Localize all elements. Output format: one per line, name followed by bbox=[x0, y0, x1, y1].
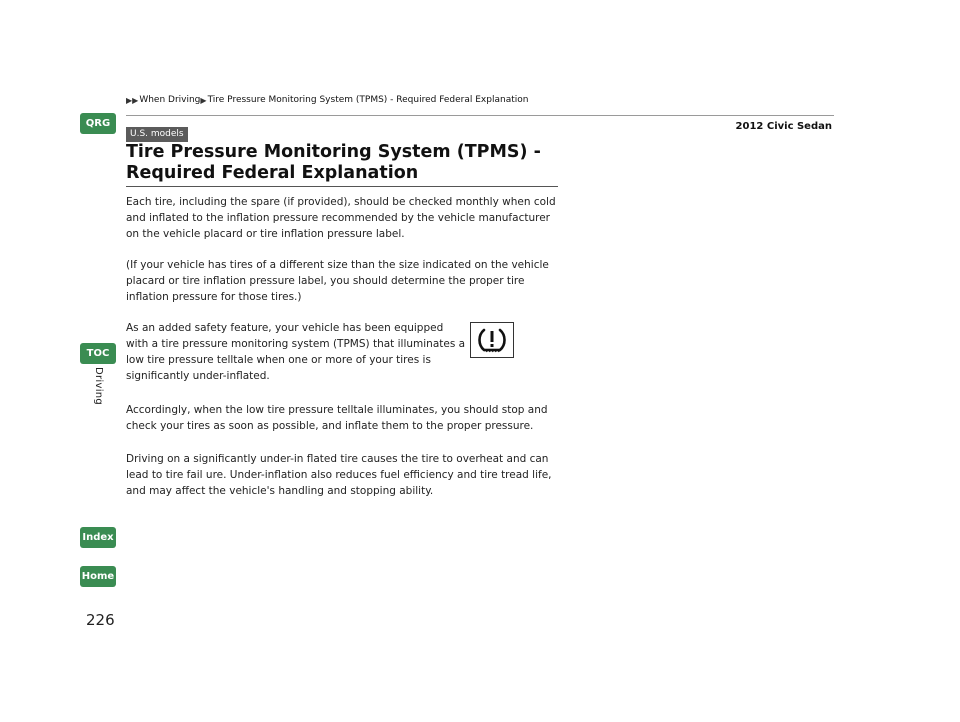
index-tab[interactable]: Index bbox=[80, 527, 116, 548]
toc-tab[interactable]: TOC bbox=[80, 343, 116, 364]
section-label: Driving bbox=[93, 367, 104, 406]
home-tab[interactable]: Home bbox=[80, 566, 116, 587]
page-number: 226 bbox=[86, 611, 115, 629]
qrg-tab[interactable]: QRG bbox=[80, 113, 116, 134]
breadcrumb-arrow-icon: ▶▶ bbox=[126, 95, 139, 105]
breadcrumb-item-current: Tire Pressure Monitoring System (TPMS) - Required Federal Explanation bbox=[207, 95, 529, 105]
low-tire-pressure-icon-graphic bbox=[475, 326, 509, 354]
paragraph-monthly-check: Each tire, including the spare (if provided), should be checked monthly when cold and inflated to the inflation pressure recommended by the vehicle manufacturer on the vehicle placard or tire inflation pressure label. bbox=[126, 196, 556, 240]
breadcrumb-item-when-driving[interactable]: When Driving bbox=[139, 95, 201, 105]
breadcrumb-arrow-icon: ▶ bbox=[200, 95, 207, 105]
paragraph-different-size: (If your vehicle has tires of a different size than the size indicated on the vehicle placard or tire inflation pressure label, you should determine the proper tire inflation pressure for those tires.) bbox=[126, 259, 549, 303]
paragraph-tpms-feature: As an added safety feature, your vehicle has been equipped with a tire pressure monitoring system (TPMS) that illuminates a low tire pressure telltale when one or more of your tires is significantly under-inflated. bbox=[126, 322, 466, 382]
model-name: 2012 Civic Sedan bbox=[735, 121, 832, 132]
title-rule bbox=[126, 186, 558, 187]
breadcrumb bbox=[126, 95, 528, 105]
paragraph-under-inflation: Driving on a significantly under-in flated tire causes the tire to overheat and can lead to tire fail ure. Under-inflation also reduces fuel efficiency and tire tread life, and may affect the vehicle's handling and stopping ability. bbox=[126, 453, 552, 497]
page-title: Tire Pressure Monitoring System (TPMS) - Required Federal Explanation bbox=[126, 142, 541, 183]
paragraph-telltale-illuminates: Accordingly, when the low tire pressure telltale illuminates, you should stop and check your tires as soon as possible, and inflate them to the proper pressure. bbox=[126, 404, 548, 432]
low-tire-pressure-icon bbox=[470, 322, 514, 358]
header-rule bbox=[126, 115, 834, 116]
region-badge: U.S. models bbox=[126, 127, 188, 142]
